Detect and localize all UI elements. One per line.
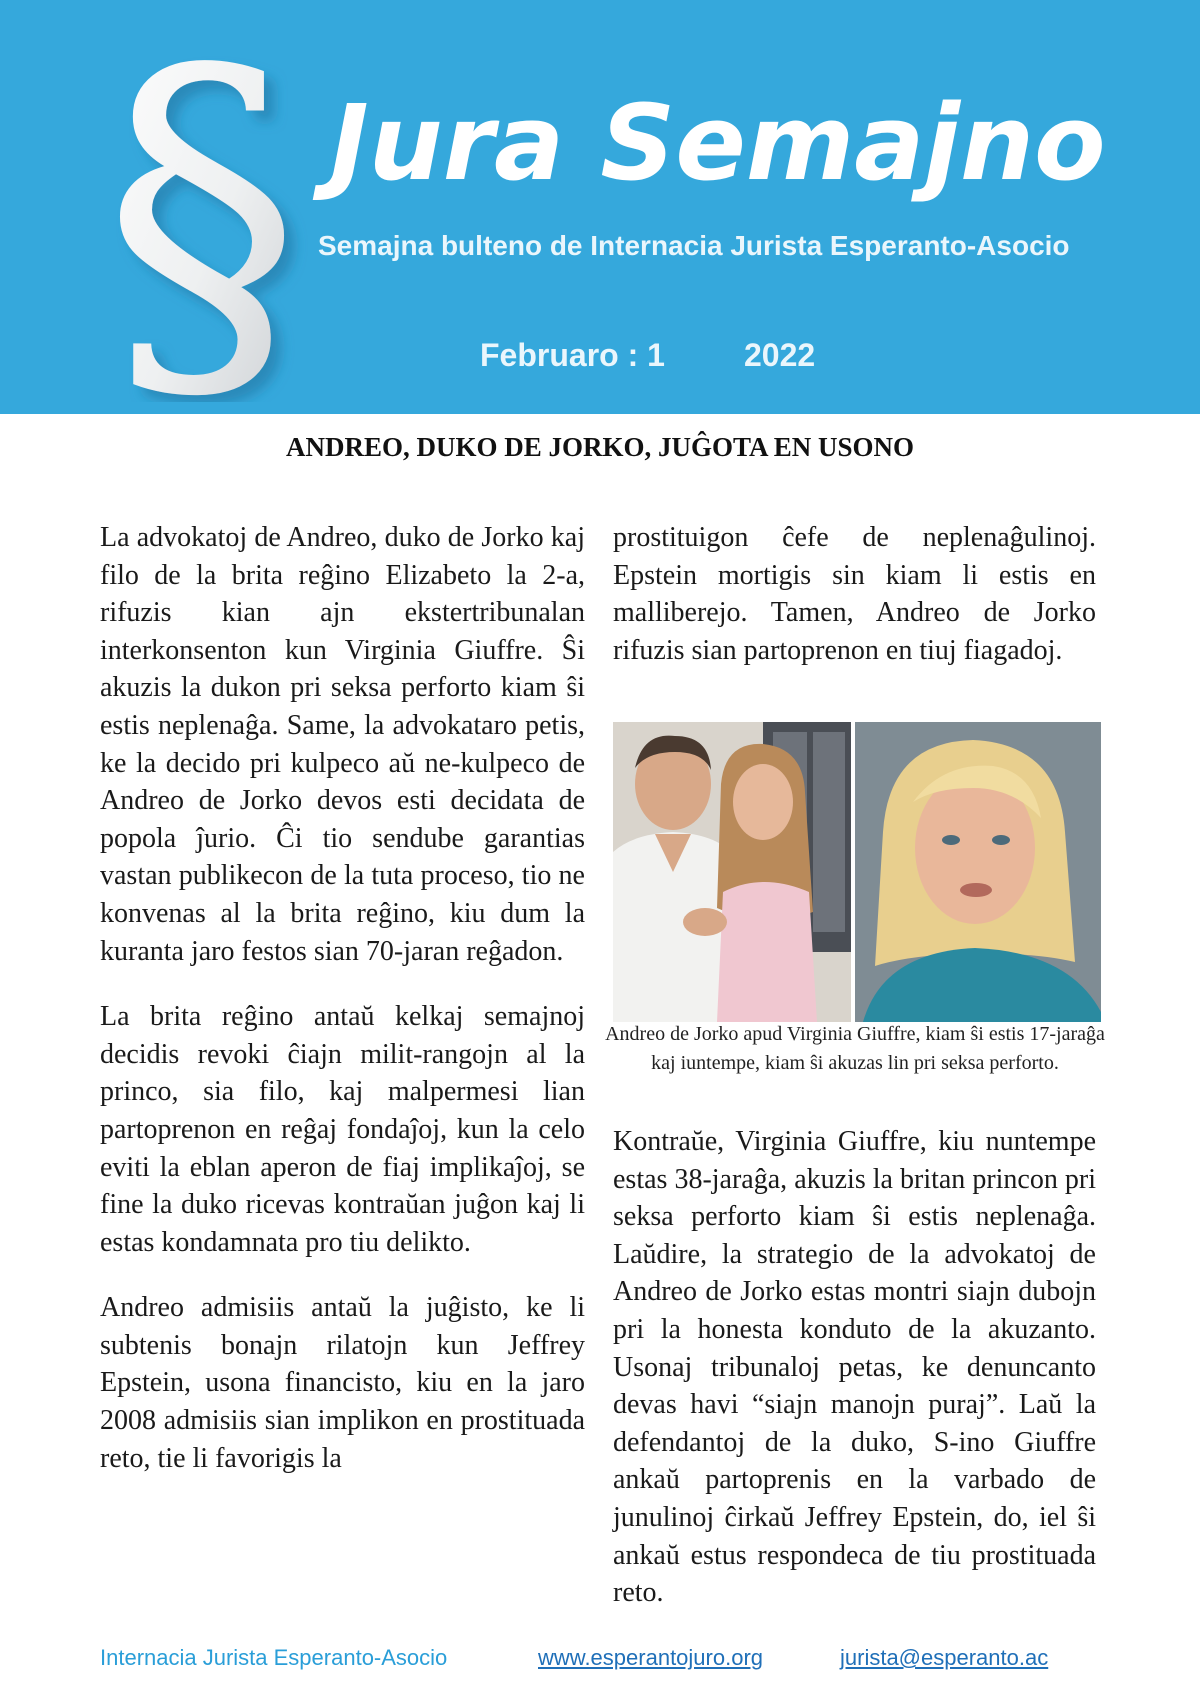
footer-email-link[interactable]: jurista@esperanto.ac [840,1645,1049,1670]
footer-organization: Internacia Jurista Esperanto-Asocio [100,1645,448,1670]
article-photo [613,722,1101,1022]
issue-date-day: Februaro : 1 [480,337,665,373]
article-paragraph: La brita reĝino antaŭ kelkaj semajnoj decidis revoki ĉiajn milit-rangojn al la princo, sia filo, kaj malpermesi lian partoprenon en reĝaj fondaĵoj, kun la celo eviti la eblan aperon de fiaj implikaĵoj, se fine la duko ricevas kontraŭan juĝon kaj li estas kondamnata pro tiu delikto. [100,1001,585,1258]
masthead-subtitle: Semajna bulteno de Internacia Jurista Esperanto-Asocio [318,230,1070,261]
article-paragraph: Andreo admisiis antaŭ la juĝisto, ke li subtenis bonajn rilatojn kun Jeffrey Epstein, usona financisto, kiu en la jaro 2008 admisiis sian implikon en prostituada reto, tie li favorigis la [100,1292,585,1474]
article-paragraph: prostituigon ĉefe de neplenaĝulinoj. Epstein mortigis sin kiam li estis en malliberejo. Tamen, Andreo de Jorko rifuzis sian partoprenon en tiuj fiagadoj. [613,522,1096,666]
section-sign-icon [62,12,342,402]
footer [100,1640,1100,1676]
svg-text:§: § [102,12,302,402]
photo-caption: Andreo de Jorko apud Virginia Giuffre, kiam ŝi estis 17-jaraĝa kaj iuntempe, kiam ŝi akuzas lin pri seksa perforto. [605,1023,1105,1074]
article-paragraph: La advokatoj de Andreo, duko de Jorko kaj filo de la brita reĝino Elizabeto la 2-a, rifuzis kian ajn ekstertribunalan interkonsenton kun Virginia Giuffre. Ŝi akuzis la dukon pri seksa perforto kiam ŝi estis neplenaĝa. Same, la advokataro petis, ke la decido pri kulpeco aŭ ne-kulpeco de Andreo de Jorko devos esti decidata de popola ĵurio. Ĉi tio sendube garantias vastan publikecon de la tuta proceso, tio ne konvenas al la brita reĝino, kiu dum la kuranta jaro festos sian 70-jaran reĝadon. [100,522,585,967]
issue-date-year: 2022 [744,337,816,373]
article-column-left [100,519,585,1477]
article-column-right-top [613,519,1096,669]
article-headline: ANDREO, DUKO DE JORKO, JUĜOTA EN USONO [285,432,915,462]
footer-website-link[interactable]: www.esperantojuro.org [538,1645,764,1670]
issue-date [480,330,840,380]
article-column-right-bottom [613,1123,1096,1612]
article-paragraph: Kontraŭe, Virginia Giuffre, kiu nuntempe estas 38-jaraĝa, akuzis la britan princon pri seksa perforto kiam ŝi estis neplenaĝa. Laŭdire, la strategio de la advokatoj de Andreo de Jorko estas montri siajn dubojn pri la honesta konduto de la akuzanto. Usonaj tribunaloj petas, ke denuncanto devas havi “siajn manojn puraj”. Laŭ la defendantoj de la duko, S-ino Giuffre ankaŭ partoprenis en la varbado de junulinoj ĉirkaŭ Jeffrey Epstein, do, iel ŝi ankaŭ estus respondeca de tiu prostituada reto. [613,1126,1096,1609]
masthead-title: Jura Semajno [330,82,1106,204]
header-banner [0,0,1200,414]
